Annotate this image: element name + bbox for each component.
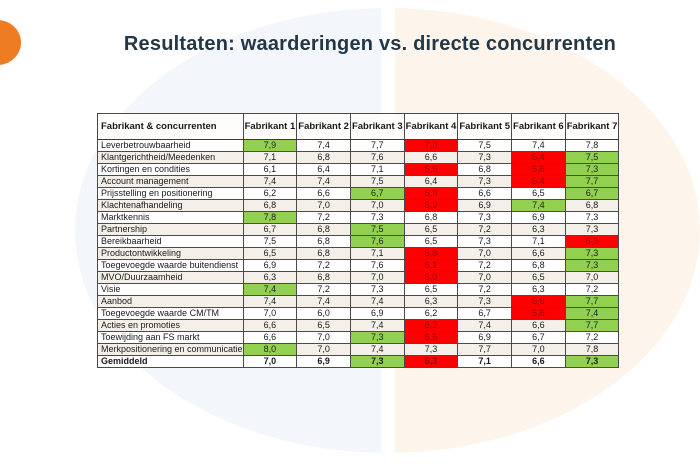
table-row [98, 212, 619, 224]
table-row [98, 320, 619, 332]
score-cell: 6,5 [243, 248, 297, 260]
score-cell: 7,0 [297, 344, 351, 356]
score-cell: 7,0 [297, 332, 351, 344]
score-cell-highlight-green: 7,9 [243, 140, 297, 152]
score-cell-highlight-red: 5,6 [404, 164, 458, 176]
score-cell-highlight-red: 6,2 [404, 320, 458, 332]
score-cell: 7,3 [458, 176, 512, 188]
score-cell: 7,4 [243, 296, 297, 308]
score-cell: 6,7 [458, 308, 512, 320]
row-label: Klantgerichtheid/Meedenken [98, 152, 244, 164]
score-cell: 6,5 [404, 284, 458, 296]
score-cell: 6,6 [404, 152, 458, 164]
score-cell-highlight-red: 6,3 [404, 356, 458, 368]
score-cell-highlight-green: 7,7 [565, 320, 619, 332]
table-row [98, 344, 619, 356]
score-cell: 7,4 [297, 176, 351, 188]
table-header [98, 114, 619, 140]
score-cell-highlight-green: 7,5 [565, 152, 619, 164]
score-cell: 7,1 [243, 152, 297, 164]
table-row [98, 296, 619, 308]
score-cell: 7,2 [297, 212, 351, 224]
table-row [98, 188, 619, 200]
table-row [98, 260, 619, 272]
score-cell: 7,4 [350, 344, 404, 356]
score-cell-highlight-green: 8,0 [243, 344, 297, 356]
score-cell: 7,0 [243, 308, 297, 320]
row-label: Leverbetrouwbaarheid [98, 140, 244, 152]
score-cell: 7,5 [458, 140, 512, 152]
table-row [98, 140, 619, 152]
table-row-total [98, 356, 619, 368]
score-cell-highlight-red: 5,9 [404, 200, 458, 212]
orange-accent-dot [0, 20, 21, 65]
score-cell-highlight-green: 7,3 [565, 164, 619, 176]
score-cell-highlight-red: 7,0 [404, 140, 458, 152]
score-cell: 6,8 [297, 224, 351, 236]
row-label: Toegevoegde waarde buitendienst [98, 260, 244, 272]
score-cell-highlight-red: 5,9 [404, 188, 458, 200]
score-cell: 7,2 [297, 260, 351, 272]
score-cell: 6,8 [404, 212, 458, 224]
score-cell: 7,2 [458, 284, 512, 296]
score-cell: 6,0 [297, 308, 351, 320]
score-cell: 7,3 [458, 236, 512, 248]
page-title: Resultaten: waarderingen vs. directe concurrenten [123, 33, 617, 55]
score-cell-highlight-green: 7,7 [565, 296, 619, 308]
score-cell: 6,9 [458, 332, 512, 344]
score-cell: 7,1 [458, 356, 512, 368]
score-cell: 6,6 [243, 332, 297, 344]
score-cell: 7,3 [404, 344, 458, 356]
score-cell: 7,8 [565, 344, 619, 356]
column-header-fabrikant-3: Fabrikant 3 [350, 114, 404, 140]
column-header-fabrikant-1: Fabrikant 1 [243, 114, 297, 140]
score-cell: 6,9 [458, 200, 512, 212]
row-label: Merkpositionering en communicatie [98, 344, 244, 356]
score-cell: 7,3 [458, 152, 512, 164]
score-cell-highlight-green: 7,3 [565, 356, 619, 368]
table-row [98, 236, 619, 248]
score-cell: 6,5 [404, 236, 458, 248]
score-cell-highlight-green: 7,5 [350, 224, 404, 236]
score-cell: 7,0 [565, 272, 619, 284]
row-label: Aanbod [98, 296, 244, 308]
score-cell: 6,6 [458, 188, 512, 200]
score-cell: 7,7 [458, 344, 512, 356]
score-cell: 6,6 [512, 248, 566, 260]
score-cell-highlight-green: 7,3 [565, 260, 619, 272]
score-cell-highlight-green: 7,4 [512, 200, 566, 212]
score-cell-highlight-green: 7,4 [243, 284, 297, 296]
score-cell: 7,3 [350, 284, 404, 296]
score-cell: 6,6 [512, 320, 566, 332]
score-cell: 6,2 [404, 308, 458, 320]
score-cell-highlight-red: 6,5 [404, 332, 458, 344]
score-cell: 6,6 [297, 188, 351, 200]
score-cell: 6,5 [512, 188, 566, 200]
score-cell-highlight-green: 7,3 [350, 332, 404, 344]
score-cell-highlight-green: 7,7 [565, 176, 619, 188]
score-cell: 7,1 [350, 164, 404, 176]
score-cell: 7,6 [350, 260, 404, 272]
score-cell: 6,9 [350, 308, 404, 320]
table-row [98, 176, 619, 188]
row-label: Prijsstelling en positionering [98, 188, 244, 200]
row-label: Toewijding aan FS markt [98, 332, 244, 344]
score-cell: 6,5 [512, 272, 566, 284]
score-cell-highlight-green: 7,4 [565, 308, 619, 320]
score-cell: 6,8 [458, 164, 512, 176]
score-cell: 7,3 [350, 212, 404, 224]
score-cell: 7,2 [565, 332, 619, 344]
score-cell: 7,0 [512, 344, 566, 356]
score-cell: 6,3 [243, 272, 297, 284]
score-cell-highlight-red: 6,8 [512, 296, 566, 308]
table-row [98, 248, 619, 260]
score-cell-highlight-green: 7,3 [565, 248, 619, 260]
score-cell: 7,0 [350, 200, 404, 212]
score-cell-highlight-green: 6,7 [350, 188, 404, 200]
table-row [98, 164, 619, 176]
score-cell-highlight-red: 6,3 [565, 236, 619, 248]
score-cell: 7,4 [512, 140, 566, 152]
score-cell: 6,2 [243, 188, 297, 200]
score-cell: 7,6 [350, 152, 404, 164]
score-cell: 7,4 [297, 296, 351, 308]
score-cell: 6,7 [243, 224, 297, 236]
score-cell: 7,4 [350, 320, 404, 332]
ratings-table [97, 113, 619, 368]
score-cell: 7,4 [297, 140, 351, 152]
score-cell: 7,0 [243, 356, 297, 368]
score-cell: 7,5 [350, 176, 404, 188]
score-cell: 6,7 [512, 332, 566, 344]
score-cell-highlight-red: 6,4 [512, 176, 566, 188]
row-label: Marktkennis [98, 212, 244, 224]
score-cell: 7,0 [297, 200, 351, 212]
score-cell-highlight-green: 7,3 [350, 356, 404, 368]
score-cell: 7,3 [458, 296, 512, 308]
score-cell: 6,5 [404, 224, 458, 236]
score-cell-highlight-red: 5,6 [512, 164, 566, 176]
row-label: Visie [98, 284, 244, 296]
table-header-row [98, 114, 619, 140]
column-header-label: Fabrikant & concurrenten [98, 114, 244, 140]
row-label: Partnership [98, 224, 244, 236]
row-label: Productontwikkeling [98, 248, 244, 260]
table-row [98, 308, 619, 320]
score-cell: 7,3 [565, 212, 619, 224]
score-cell-highlight-red: 6,4 [512, 152, 566, 164]
score-cell: 7,2 [458, 224, 512, 236]
score-cell: 6,3 [404, 296, 458, 308]
row-label: Gemiddeld [98, 356, 244, 368]
score-cell: 7,2 [565, 284, 619, 296]
score-cell-highlight-red: 6,1 [404, 260, 458, 272]
score-cell: 7,2 [297, 284, 351, 296]
table-row [98, 152, 619, 164]
column-header-fabrikant-4: Fabrikant 4 [404, 114, 458, 140]
score-cell-highlight-red: 5,0 [404, 272, 458, 284]
score-cell: 6,4 [404, 176, 458, 188]
score-cell: 6,8 [297, 272, 351, 284]
score-cell: 6,8 [297, 236, 351, 248]
score-cell: 7,0 [350, 272, 404, 284]
score-cell: 7,2 [458, 260, 512, 272]
row-label: Account management [98, 176, 244, 188]
score-cell: 6,9 [297, 356, 351, 368]
row-label: Acties en promoties [98, 320, 244, 332]
score-cell-highlight-red: 5,8 [404, 248, 458, 260]
score-cell: 7,4 [243, 176, 297, 188]
score-cell: 7,1 [350, 248, 404, 260]
score-cell: 6,8 [243, 200, 297, 212]
row-label: Kortingen en condities [98, 164, 244, 176]
column-header-fabrikant-7: Fabrikant 7 [565, 114, 619, 140]
score-cell: 7,0 [458, 272, 512, 284]
score-cell: 7,0 [458, 248, 512, 260]
table-body [98, 140, 619, 368]
score-cell: 6,3 [512, 224, 566, 236]
score-cell: 6,1 [243, 164, 297, 176]
score-cell: 7,1 [512, 236, 566, 248]
score-cell: 6,3 [512, 284, 566, 296]
score-cell: 7,8 [565, 140, 619, 152]
score-cell: 7,3 [458, 212, 512, 224]
score-cell: 7,4 [458, 320, 512, 332]
row-label: Klachtenafhandeling [98, 200, 244, 212]
score-cell-highlight-green: 6,7 [565, 188, 619, 200]
table-row [98, 272, 619, 284]
score-cell: 6,8 [297, 152, 351, 164]
score-cell: 7,5 [243, 236, 297, 248]
row-label: Bereikbaarheid [98, 236, 244, 248]
score-cell: 6,8 [512, 260, 566, 272]
score-cell: 6,8 [565, 200, 619, 212]
score-cell-highlight-green: 7,8 [243, 212, 297, 224]
column-header-fabrikant-5: Fabrikant 5 [458, 114, 512, 140]
column-header-fabrikant-6: Fabrikant 6 [512, 114, 566, 140]
score-cell: 7,3 [565, 224, 619, 236]
score-cell: 6,5 [297, 320, 351, 332]
table-row [98, 224, 619, 236]
score-cell-highlight-red: 5,6 [512, 308, 566, 320]
score-cell: 6,6 [512, 356, 566, 368]
score-cell: 7,7 [350, 140, 404, 152]
row-label: MVO/Duurzaamheid [98, 272, 244, 284]
score-cell: 6,6 [243, 320, 297, 332]
score-cell-highlight-green: 7,6 [350, 236, 404, 248]
score-cell: 6,4 [297, 164, 351, 176]
row-label: Toegevoegde waarde CM/TM [98, 308, 244, 320]
score-cell: 7,4 [350, 296, 404, 308]
table-row [98, 332, 619, 344]
score-cell: 6,9 [512, 212, 566, 224]
score-cell: 6,9 [243, 260, 297, 272]
table-row [98, 200, 619, 212]
score-cell: 6,8 [297, 248, 351, 260]
table-row [98, 284, 619, 296]
column-header-fabrikant-2: Fabrikant 2 [297, 114, 351, 140]
